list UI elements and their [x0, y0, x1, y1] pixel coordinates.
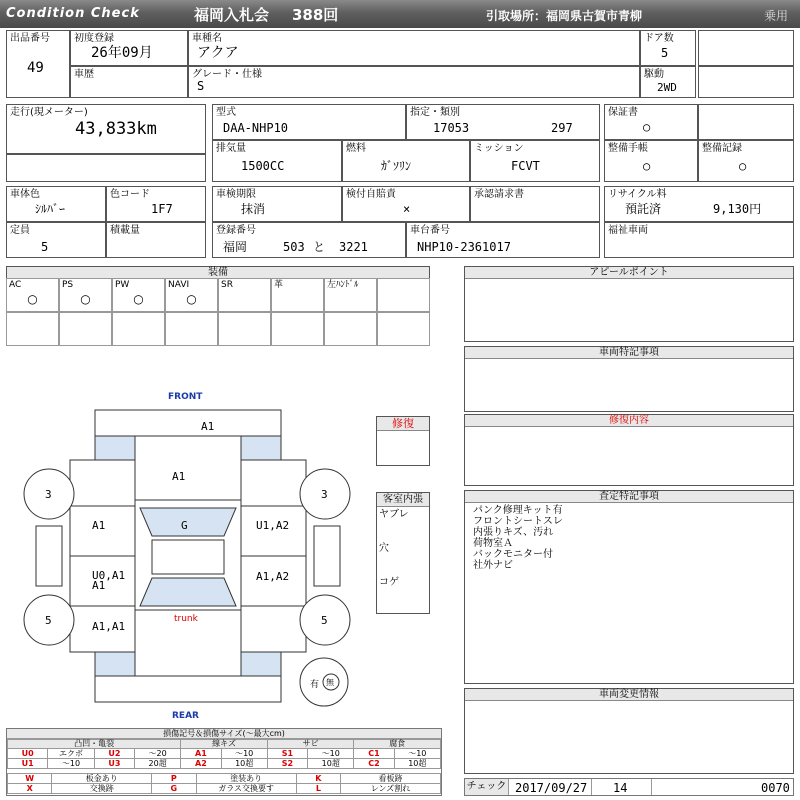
right-mirror[interactable] — [314, 526, 340, 586]
equipment-title: 装備 — [7, 267, 429, 279]
equipment-value: ○ — [186, 292, 197, 306]
equipment-cell — [218, 278, 271, 312]
inspector-note: バックモニター付 — [473, 549, 553, 560]
front-label: FRONT — [168, 392, 203, 402]
check-inspector: 14 — [613, 781, 628, 795]
legend-desc: 10超 — [394, 759, 440, 769]
changes-title: 車両変更情報 — [465, 689, 793, 701]
first-reg-label: 初度登録 — [74, 33, 114, 44]
repair-content-panel — [464, 414, 794, 486]
right-front-grade: U1,A2 — [256, 519, 290, 532]
transmission-value: FCVT — [511, 159, 540, 173]
special-title: 車両特記事項 — [465, 347, 793, 359]
legend-desc: 〜10 — [221, 749, 267, 759]
equipment-cell — [59, 312, 112, 346]
history-cell — [70, 66, 188, 98]
right-front-fender[interactable] — [241, 460, 306, 506]
chassis-value: NHP10-2361017 — [417, 240, 511, 254]
capacity-label: 定員 — [10, 225, 30, 236]
welfare-cell — [604, 222, 794, 258]
rear-window[interactable] — [140, 578, 236, 606]
load-label: 積載量 — [110, 225, 140, 236]
left-rear-grade-2: A1 — [92, 579, 106, 592]
equipment-grid — [6, 278, 430, 346]
check-label: チェック — [465, 779, 509, 795]
recycle-status: 預託済 — [625, 202, 662, 216]
inspector-notes — [473, 505, 773, 571]
maintenance-cell — [698, 140, 794, 182]
manual-label: 整備手帳 — [608, 143, 648, 154]
appeal-title: アピールポイント — [465, 267, 793, 279]
top-right-blank-2 — [698, 66, 794, 98]
equipment-cell — [271, 278, 324, 312]
top-right-blank-1 — [698, 30, 794, 66]
legend-code: G — [152, 784, 196, 794]
inspection-value: 抹消 — [241, 202, 266, 216]
color-code-value: 1F7 — [151, 202, 173, 216]
equipment-cell — [324, 278, 377, 312]
designation-value: 17053 — [433, 121, 470, 135]
color-code-cell — [106, 186, 206, 222]
plate-kana: と — [313, 240, 326, 254]
legend-desc: 交換跡 — [52, 784, 152, 794]
interior-item-tear: ヤブレ — [379, 509, 409, 520]
legend-desc: 20超 — [135, 759, 181, 769]
left-rear-grade-1: U0,A1 — [92, 569, 126, 582]
fuel-cell — [342, 140, 470, 182]
front-bumper-panel[interactable] — [95, 410, 281, 436]
roof-grade: G — [181, 519, 188, 532]
equipment-cell — [59, 278, 112, 312]
header-bar — [0, 0, 800, 28]
inspector-note: 内張りキズ、汚れ — [473, 527, 554, 538]
tire-fl-value: 3 — [45, 488, 52, 501]
spare-value: 無 — [326, 678, 334, 687]
rear-right-corner[interactable] — [241, 652, 281, 676]
legend-desc: 10超 — [308, 759, 354, 769]
warranty-cell — [604, 104, 698, 140]
plate-cell — [212, 222, 406, 258]
mileage-blank — [6, 154, 206, 182]
color-label: 車体色 — [10, 189, 40, 200]
inspector-note: 社外ナビ — [473, 560, 513, 571]
grade-cell — [188, 66, 640, 98]
page-title: 福岡入札会 — [194, 6, 270, 24]
legend-title: 損傷記号＆損傷サイズ(〜最大cm) — [7, 729, 441, 739]
hood-grade: A1 — [172, 470, 186, 483]
check-date: 2017/09/27 — [515, 781, 588, 795]
transmission-label: ミッション — [474, 143, 524, 154]
interior-box — [376, 492, 430, 614]
legend-table-b — [7, 773, 441, 794]
equipment-cell — [112, 278, 165, 312]
equipment-value: ○ — [133, 292, 144, 306]
color-value: ｼﾙﾊﾞｰ — [35, 202, 66, 216]
rear-label: REAR — [172, 711, 199, 721]
displacement-value: 1500CC — [241, 159, 285, 173]
legend-panel — [6, 728, 442, 796]
legend-code: U3 — [94, 759, 134, 769]
legend-code: W — [8, 774, 52, 784]
tire-fr-value: 3 — [321, 488, 328, 501]
designation-label: 指定・類別 — [410, 107, 460, 118]
warranty-blank — [698, 104, 794, 140]
legend-table-a — [7, 739, 441, 769]
left-front-fender[interactable] — [70, 460, 135, 506]
equipment-cell — [6, 312, 59, 346]
manual-value: ○ — [643, 159, 651, 173]
doors-label: ドア数 — [644, 33, 674, 44]
left-front-grade: A1 — [92, 519, 106, 532]
equipment-label: PW — [115, 280, 130, 290]
displacement-label: 排気量 — [216, 143, 246, 154]
legend-code: C2 — [354, 759, 394, 769]
brand-label: Condition Check — [6, 6, 140, 21]
equipment-label: PS — [62, 280, 74, 290]
classification-value: 297 — [551, 121, 573, 135]
legend-code: U2 — [94, 749, 134, 759]
fuel-value: ｶﾞｿﾘﾝ — [381, 159, 412, 173]
inspector-note: フロントシートスレ — [473, 516, 563, 527]
recycle-fee: 9,130円 — [713, 202, 762, 216]
legend-code: X — [8, 784, 52, 794]
lot-cell — [6, 30, 70, 98]
interior-item-hole: 穴 — [379, 543, 389, 554]
model-value: アクア — [197, 45, 239, 61]
front-bumper-grade: A1 — [201, 420, 215, 433]
approval-label: 承認請求書 — [474, 189, 524, 200]
legend-desc: 〜10 — [394, 749, 440, 759]
right-rear-grade: A1,A2 — [256, 570, 290, 583]
repair-content-title: 修復内容 — [465, 415, 793, 427]
appeal-panel — [464, 266, 794, 342]
displacement-cell — [212, 140, 342, 182]
legend-desc: 〜20 — [135, 749, 181, 759]
manual-cell — [604, 140, 698, 182]
designation-cell — [406, 104, 600, 140]
chassis-cell — [406, 222, 600, 258]
maintenance-label: 整備記録 — [702, 143, 742, 154]
tire-rl-value: 5 — [45, 614, 52, 627]
equipment-cell — [112, 312, 165, 346]
inspector-note: 荷物室Ａ — [473, 538, 513, 549]
equipment-label: AC — [9, 280, 22, 290]
changes-panel — [464, 688, 794, 774]
legend-code: P — [152, 774, 196, 784]
insurance-cell — [342, 186, 470, 222]
chassis-label: 車台番号 — [410, 225, 450, 236]
legend-desc: エクボ — [48, 749, 94, 759]
approval-cell — [470, 186, 600, 222]
roof-panel[interactable] — [152, 540, 224, 574]
equipment-cell — [324, 312, 377, 346]
equipment-cell — [271, 312, 324, 346]
legend-desc: 塗装あり — [196, 774, 296, 784]
legend-group-dent: 凸凹・亀裂 — [8, 740, 181, 749]
equipment-cell — [165, 278, 218, 312]
legend-group-rust: サビ — [267, 740, 354, 749]
lot-label: 出品番号 — [10, 33, 50, 44]
car-diagram — [0, 390, 376, 722]
color-code-label: 色コード — [110, 189, 150, 200]
equipment-cell — [165, 312, 218, 346]
legend-code: S2 — [267, 759, 307, 769]
rear-bumper-panel[interactable] — [95, 676, 281, 702]
front-right-corner[interactable] — [241, 436, 281, 460]
lot-number: 49 — [27, 60, 44, 76]
repair-box — [376, 416, 430, 466]
equipment-cell — [218, 312, 271, 346]
left-mirror[interactable] — [36, 526, 62, 586]
plate-label: 登録番号 — [216, 225, 256, 236]
capacity-cell — [6, 222, 106, 258]
equipment-cell — [377, 312, 430, 346]
doors-cell — [640, 30, 696, 66]
legend-desc: 板金あり — [52, 774, 152, 784]
history-label: 車歴 — [74, 69, 94, 80]
model-label: 車種名 — [192, 33, 222, 44]
equipment-label: 左ﾊﾝﾄﾞﾙ — [327, 280, 359, 290]
legend-code: U1 — [8, 759, 48, 769]
rear-left-grade: A1,A1 — [92, 620, 126, 633]
load-cell — [106, 222, 206, 258]
inspector-panel — [464, 490, 794, 684]
drive-label: 駆動 — [644, 69, 664, 80]
check-row — [464, 778, 794, 796]
interior-title: 客室内張 — [377, 493, 429, 507]
type-value: DAA-NHP10 — [223, 121, 289, 135]
mileage-cell — [6, 104, 206, 154]
equipment-label: 革 — [274, 280, 284, 290]
color-cell — [6, 186, 106, 222]
grade-value: S — [197, 79, 205, 93]
trunk-label: trunk — [174, 614, 198, 624]
insurance-value: × — [403, 202, 411, 216]
right-rear-quarter[interactable] — [241, 606, 306, 652]
maintenance-value: ○ — [739, 159, 747, 173]
windshield[interactable] — [140, 508, 236, 536]
equipment-value: ○ — [80, 292, 91, 306]
mileage-label: 走行(現メーター) — [10, 107, 88, 118]
recycle-label: リサイクル料 — [608, 189, 667, 200]
legend-desc: 看板跡 — [341, 774, 441, 784]
inspector-note: パンク修理キット有 — [473, 505, 563, 516]
inspection-label: 車検期限 — [216, 189, 256, 200]
plate-number: 3221 — [339, 240, 368, 254]
legend-desc: 〜10 — [308, 749, 354, 759]
capacity-value: 5 — [41, 240, 49, 254]
fuel-label: 燃料 — [346, 143, 366, 154]
grade-label: グレード・仕様 — [192, 69, 262, 80]
session-label: 388回 — [292, 6, 339, 24]
first-reg-cell — [70, 30, 188, 66]
inspector-title: 査定特記事項 — [465, 491, 793, 503]
special-panel — [464, 346, 794, 412]
hood-panel[interactable] — [135, 436, 241, 500]
recycle-cell — [604, 186, 794, 222]
equipment-label: NAVI — [168, 280, 190, 290]
doors-value: 5 — [661, 46, 669, 60]
warranty-label: 保証書 — [608, 107, 638, 118]
equipment-value: ○ — [27, 292, 38, 306]
legend-code: A2 — [181, 759, 221, 769]
plate-class: 503 — [283, 240, 305, 254]
interior-item-burn: コゲ — [379, 577, 399, 588]
equipment-cell — [6, 278, 59, 312]
front-left-corner[interactable] — [95, 436, 135, 460]
category-label: 乗用 — [764, 9, 789, 23]
inspection-cell — [212, 186, 342, 222]
legend-code: U0 — [8, 749, 48, 759]
equipment-cell — [377, 278, 430, 312]
legend-desc: 〜10 — [48, 759, 94, 769]
drive-value: 2WD — [657, 81, 677, 94]
legend-group-corrosion: 腐食 — [354, 740, 441, 749]
legend-code: S1 — [267, 749, 307, 759]
transmission-cell — [470, 140, 600, 182]
type-label: 型式 — [216, 107, 236, 118]
legend-desc: レンズ割れ — [341, 784, 441, 794]
legend-code: C1 — [354, 749, 394, 759]
drive-cell — [640, 66, 696, 98]
legend-desc: 10超 — [221, 759, 267, 769]
first-reg-value: 26年09月 — [91, 45, 153, 61]
legend-group-scratch: 線キズ — [181, 740, 268, 749]
check-code: 0070 — [761, 781, 790, 795]
legend-code: K — [296, 774, 340, 784]
rear-left-corner[interactable] — [95, 652, 135, 676]
legend-code: A1 — [181, 749, 221, 759]
equipment-label: SR — [221, 280, 233, 290]
spare-label: 有 — [310, 680, 320, 690]
plate-region: 福岡 — [223, 240, 248, 254]
legend-code: L — [296, 784, 340, 794]
welfare-label: 福祉車両 — [608, 225, 648, 236]
pickup-location: 引取場所：福岡県古賀市青柳 — [486, 9, 643, 23]
legend-desc: ガラス交換要す — [196, 784, 296, 794]
insurance-label: 検付自賠責 — [346, 189, 396, 200]
type-cell — [212, 104, 406, 140]
repair-title: 修復 — [377, 417, 429, 431]
warranty-value: ○ — [643, 120, 651, 134]
model-cell — [188, 30, 640, 66]
mileage-value: 43,833km — [75, 119, 157, 139]
tire-rr-value: 5 — [321, 614, 328, 627]
